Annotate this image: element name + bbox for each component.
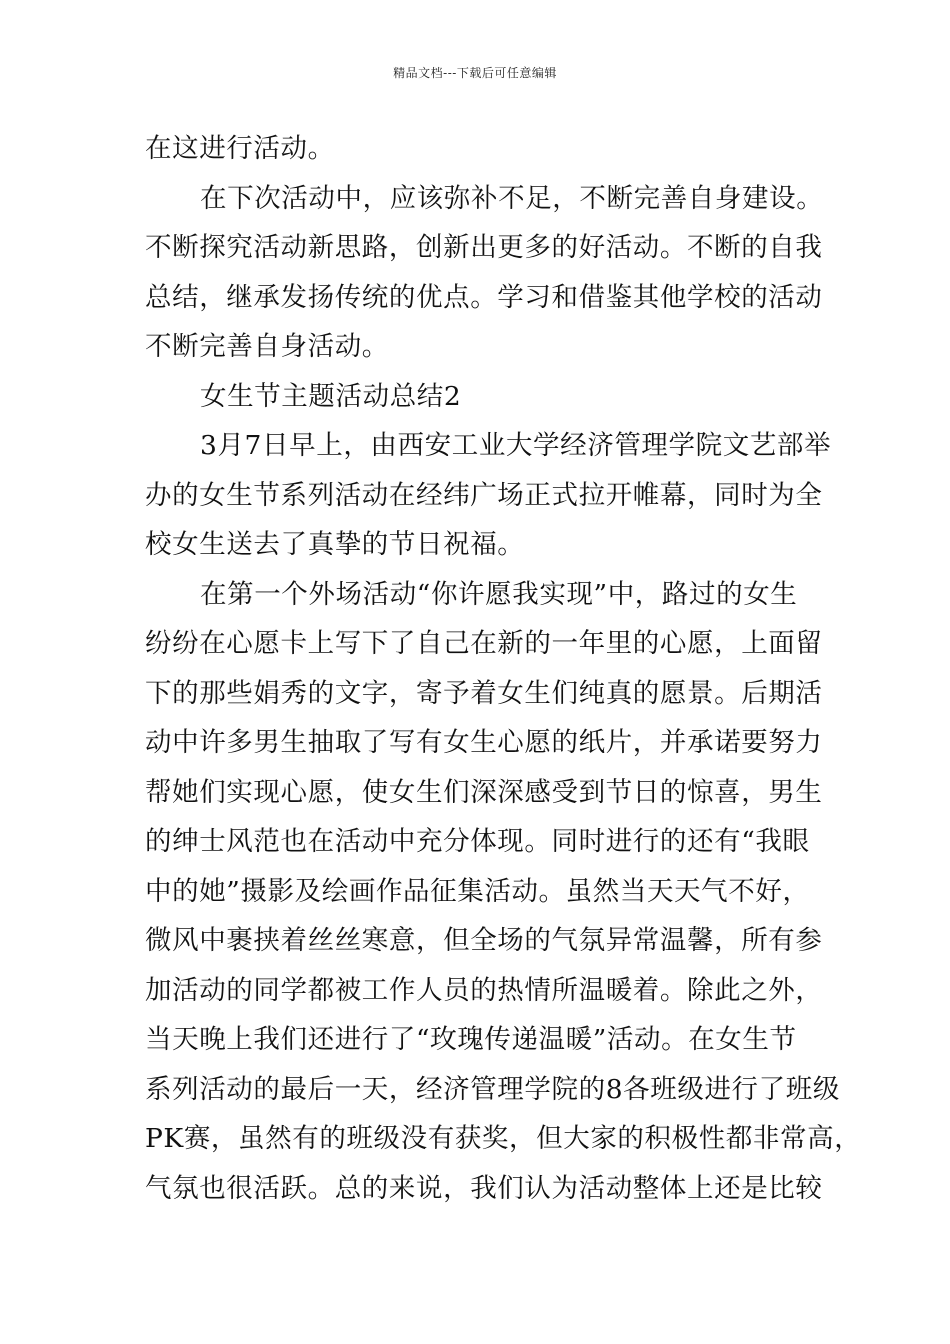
text-line: 不断探究活动新思路，创新出更多的好活动。不断的自我 bbox=[145, 232, 823, 263]
document-body bbox=[145, 124, 862, 1213]
text-line: 校女生送去了真挚的节日祝福。 bbox=[145, 529, 525, 560]
text-line: 办的女生节系列活动在经纬广场正式拉开帷幕，同时为全 bbox=[145, 479, 823, 511]
text-line: 当天晚上我们还进行了“玫瑰传递温暖”活动。在女生节 bbox=[145, 1024, 797, 1055]
text-line: 总结，继承发扬传统的优点。学习和借鉴其他学校的活动 bbox=[145, 281, 823, 313]
text-line: 系列活动的最后一天，经济管理学院的8各班级进行了班级 bbox=[145, 1073, 840, 1105]
text-line: 动中许多男生抽取了写有女生心愿的纸片，并承诺要努力 bbox=[145, 727, 823, 758]
page-header: 精品文档---下载后可任意编辑 bbox=[393, 66, 557, 80]
section-heading: 女生节主题活动总结2 bbox=[200, 380, 462, 412]
text-line: 帮她们实现心愿，使女生们深深感受到节日的惊喜，男生 bbox=[145, 776, 823, 808]
text-line: 纷纷在心愿卡上写下了自己在新的一年里的心愿，上面留 bbox=[145, 628, 823, 659]
text-line: 的绅士风范也在活动中充分体现。同时进行的还有“我眼 bbox=[145, 826, 810, 857]
text-line: 在第一个外场活动“你许愿我实现”中，路过的女生 bbox=[200, 578, 798, 610]
text-line: 中的她”摄影及绘画作品征集活动。虽然当天天气不好， bbox=[145, 875, 810, 907]
text-line: 加活动的同学都被工作人员的热情所温暖着。除此之外， bbox=[145, 974, 823, 1006]
text-line: 下的那些娟秀的文字，寄予着女生们纯真的愿景。后期活 bbox=[145, 677, 823, 709]
text-line: 微风中裹挟着丝丝寒意，但全场的气氛异常温馨，所有参 bbox=[145, 925, 823, 956]
text-line: 在下次活动中，应该弥补不足，不断完善自身建设。 bbox=[200, 182, 824, 214]
text-line: 3月7日早上，由西安工业大学经济管理学院文艺部举 bbox=[200, 430, 832, 461]
text-line: 不断完善自身活动。 bbox=[145, 331, 389, 362]
text-line: 在这进行活动。 bbox=[145, 133, 335, 164]
text-line: 气氛也很活跃。总的来说，我们认为活动整体上还是比较 bbox=[145, 1172, 823, 1204]
text-line: PK赛，虽然有的班级没有获奖，但大家的积极性都非常高， bbox=[145, 1123, 862, 1154]
